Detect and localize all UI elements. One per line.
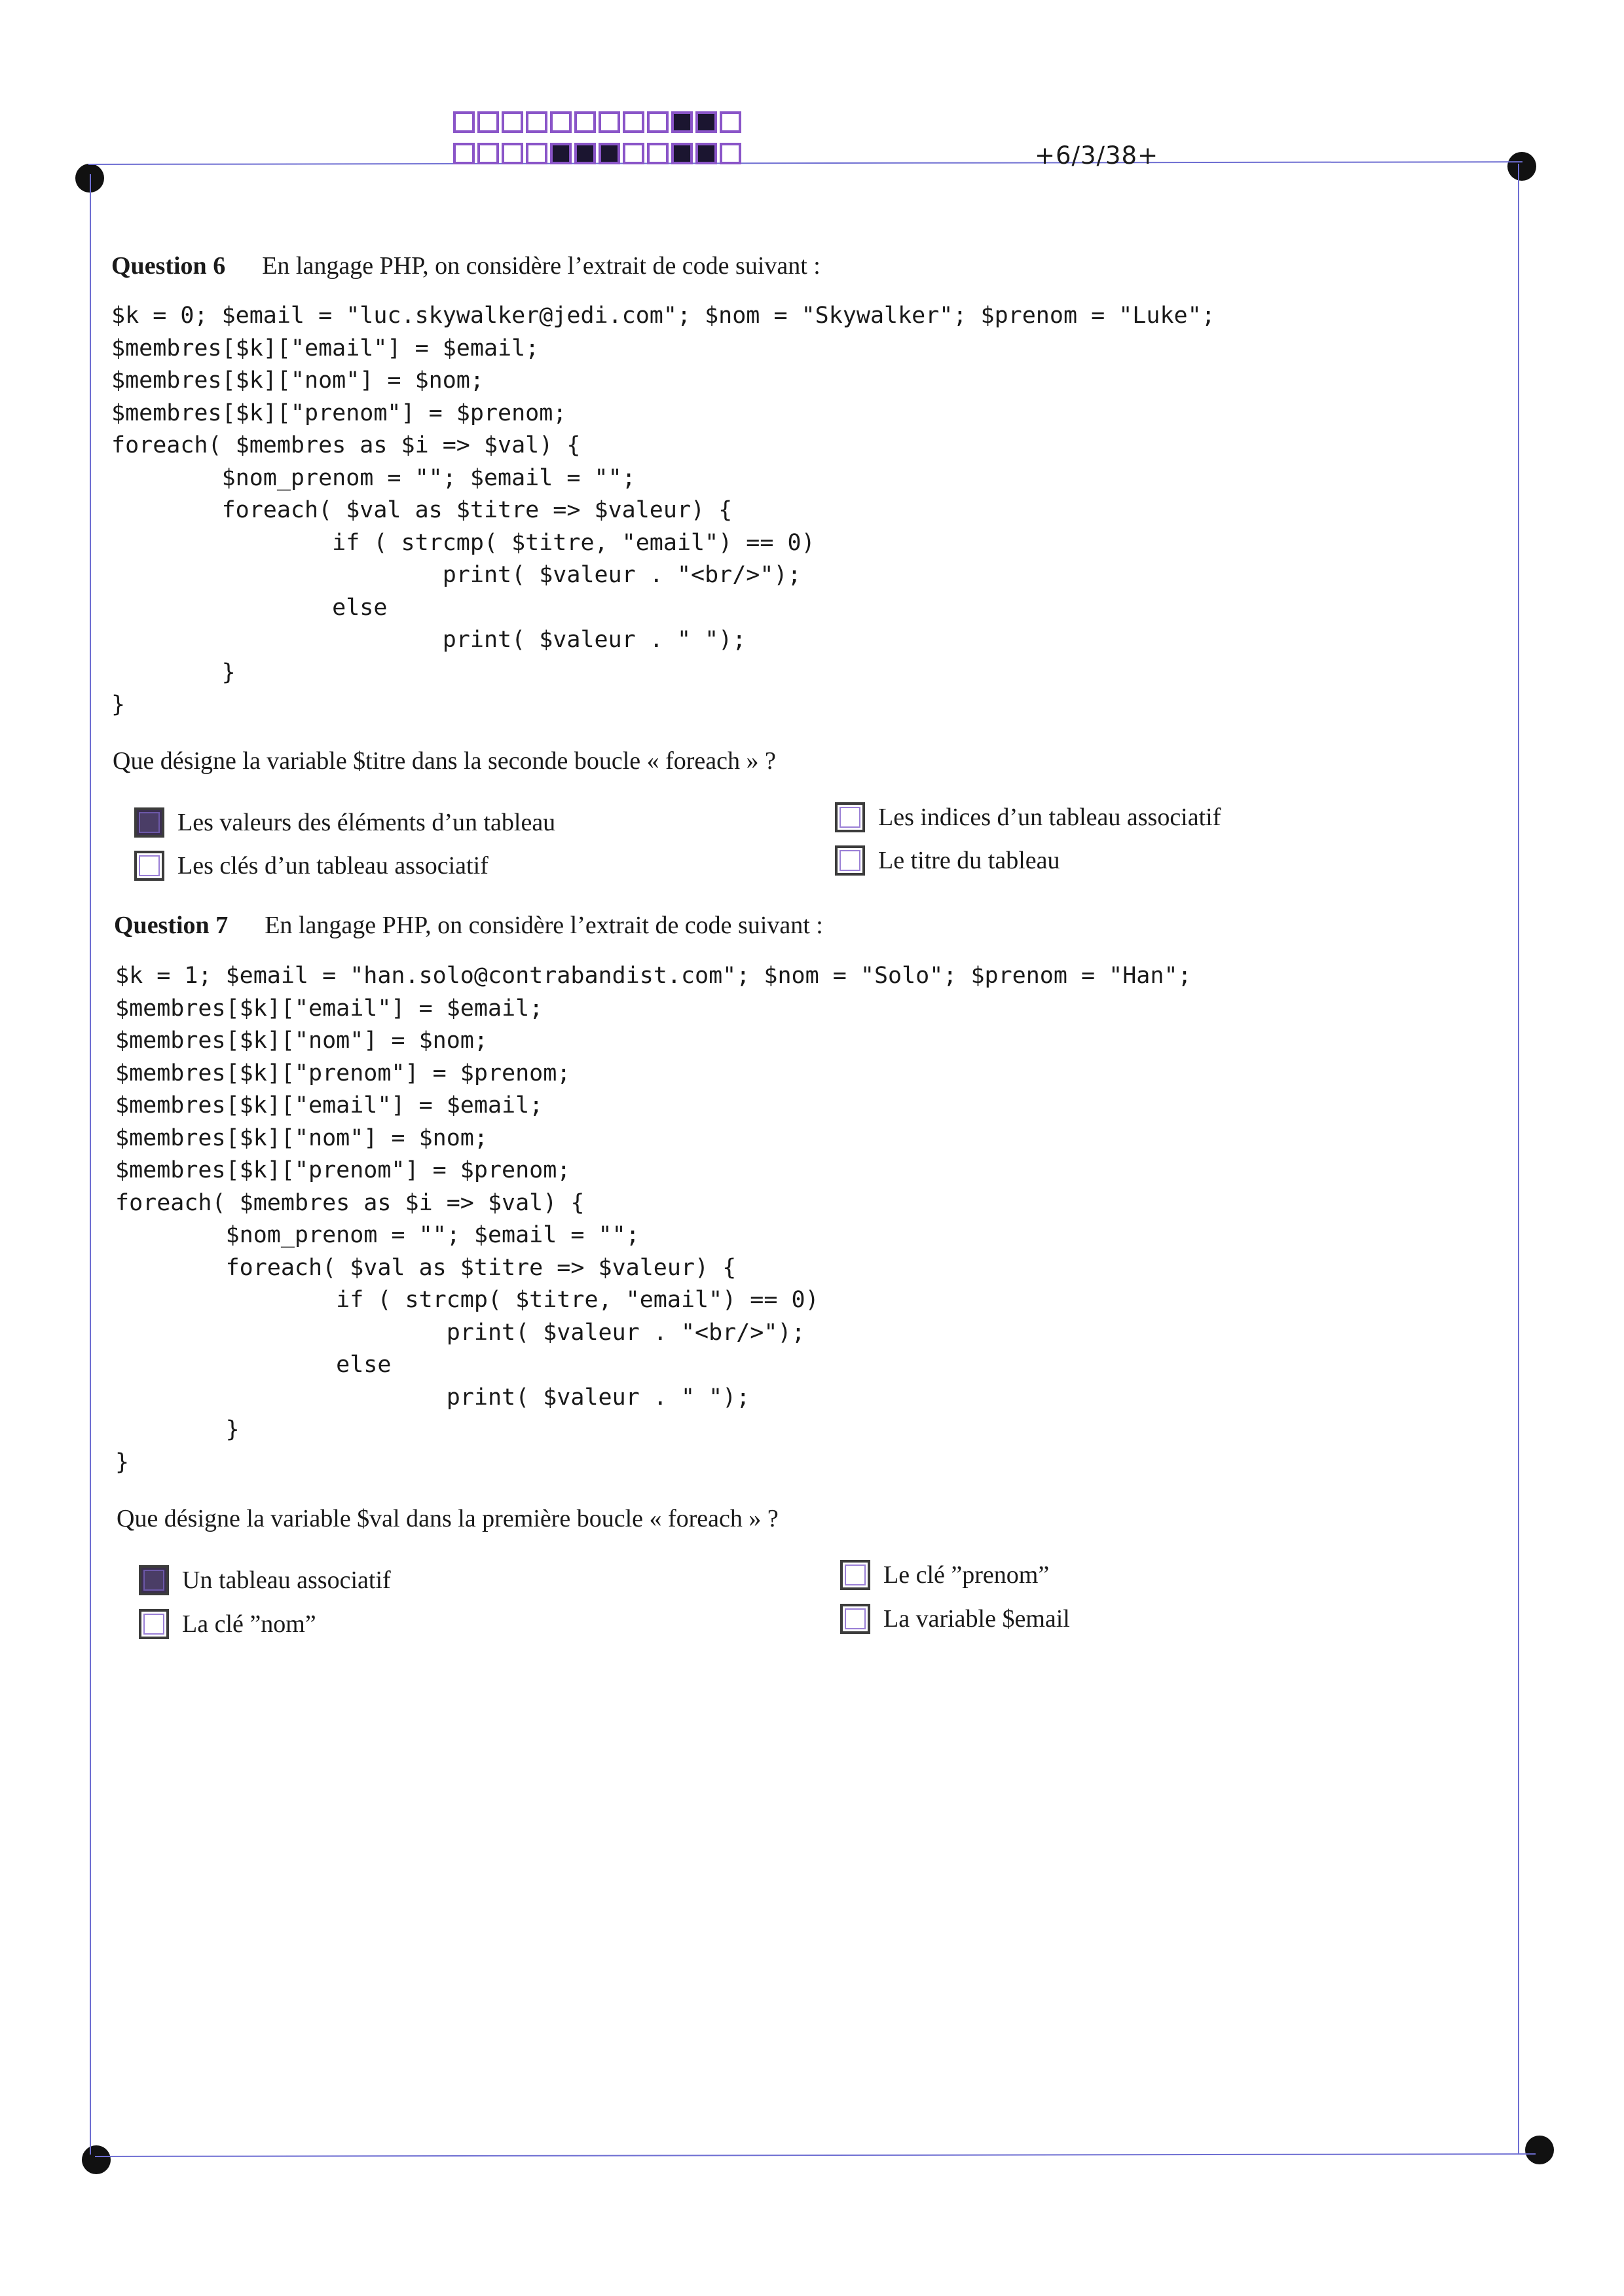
corner-marker-top-right xyxy=(1507,152,1536,181)
answer-option[interactable] xyxy=(134,807,555,838)
question-6-heading xyxy=(111,251,821,280)
answer-label: Le clé ”prenom” xyxy=(883,1561,1050,1589)
id-square-empty xyxy=(477,111,499,133)
id-square-empty xyxy=(720,111,741,133)
corner-marker-bottom-right xyxy=(1525,2136,1554,2164)
id-square-empty xyxy=(526,143,547,164)
id-square-filled xyxy=(695,143,717,164)
code-snippet: $k = 1; $email = "han.solo@contrabandist.com"; $nom = "Solo"; $prenom = "Han"; $membres[$k]["email"] = $email; $membres[$k]["nom"] = $nom; $membres[$k]["prenom"] = $prenom; $membres[$k]["email"] = $email; $membres[$k]["nom"] = $nom; $membres[$k]["prenom"] = $prenom; foreach( $membres as $i => $val) { $nom_prenom = ""; $email = ""; foreach( $val as $titre => $valeur) { if ( strcmp( $titre, "email") == 0) print( $valeur . "<br/>"); else print( $valeur . " "); } } xyxy=(115,963,1192,1475)
id-square-empty xyxy=(599,111,620,133)
frame-left-line xyxy=(90,174,91,2155)
frame-bottom-line xyxy=(95,2153,1536,2157)
answer-option[interactable] xyxy=(139,1565,391,1595)
answer-option[interactable] xyxy=(840,1604,1070,1634)
answer-checkbox[interactable] xyxy=(134,851,164,881)
id-square-empty xyxy=(502,143,523,164)
id-square-empty xyxy=(647,143,669,164)
answer-checkbox[interactable] xyxy=(840,1604,870,1634)
question-prompt: Que désigne la variable $titre dans la seconde boucle « foreach » ? xyxy=(113,747,776,775)
id-square-filled xyxy=(671,111,693,133)
answer-label: Les clés d’un tableau associatif xyxy=(177,852,489,880)
answer-label: La clé ”nom” xyxy=(182,1610,316,1638)
id-square-filled xyxy=(695,111,717,133)
code-snippet: $k = 0; $email = "luc.skywalker@jedi.com"; $nom = "Skywalker"; $prenom = "Luke"; $membres[$k]["email"] = $email; $membres[$k]["nom"] = $nom; $membres[$k]["prenom"] = $prenom; foreach( $membres as $i => $val) { $nom_prenom = ""; $email = ""; foreach( $val as $titre => $valeur) { if ( strcmp( $titre, "email") == 0) print( $valeur . "<br/>"); else print( $valeur . " "); } } xyxy=(111,303,1215,718)
question-7-heading xyxy=(114,911,823,940)
answer-label: Un tableau associatif xyxy=(182,1566,391,1594)
id-square-empty xyxy=(477,143,499,164)
answer-option[interactable] xyxy=(835,802,1221,832)
page-id: +6/3/38+ xyxy=(1035,141,1159,170)
id-code-row-2 xyxy=(453,143,741,164)
question-label: Question 7 xyxy=(114,912,229,939)
id-square-empty xyxy=(647,111,669,133)
answer-checkbox[interactable] xyxy=(134,807,164,838)
id-square-empty xyxy=(574,111,596,133)
answer-option[interactable] xyxy=(139,1609,316,1639)
answer-checkbox[interactable] xyxy=(139,1609,169,1639)
id-square-filled xyxy=(574,143,596,164)
answer-checkbox[interactable] xyxy=(835,802,865,832)
question-intro: En langage PHP, on considère l’extrait de code suivant : xyxy=(265,912,823,939)
id-square-empty xyxy=(453,111,475,133)
answer-checkbox[interactable] xyxy=(835,845,865,876)
id-square-filled xyxy=(550,143,572,164)
answer-option[interactable] xyxy=(835,845,1060,876)
answer-option[interactable] xyxy=(840,1560,1049,1590)
answer-label: Les valeurs des éléments d’un tableau xyxy=(177,809,556,836)
answer-label: La variable $email xyxy=(883,1605,1070,1633)
answer-label: Le titre du tableau xyxy=(878,847,1060,874)
answer-label: Les indices d’un tableau associatif xyxy=(878,804,1221,831)
id-square-empty xyxy=(550,111,572,133)
id-square-empty xyxy=(502,111,523,133)
id-square-empty xyxy=(526,111,547,133)
answer-option[interactable] xyxy=(134,851,489,881)
question-prompt: Que désigne la variable $val dans la première boucle « foreach » ? xyxy=(117,1505,779,1532)
id-square-empty xyxy=(623,111,644,133)
question-label: Question 6 xyxy=(111,252,226,280)
id-code-row-1 xyxy=(453,111,741,133)
id-square-empty xyxy=(720,143,741,164)
id-square-filled xyxy=(599,143,620,164)
answer-checkbox[interactable] xyxy=(139,1565,169,1595)
id-square-filled xyxy=(671,143,693,164)
frame-top-line xyxy=(88,161,1522,165)
frame-right-line xyxy=(1518,164,1519,2155)
id-square-empty xyxy=(623,143,644,164)
corner-marker-bottom-left xyxy=(82,2145,111,2174)
id-square-empty xyxy=(453,143,475,164)
question-intro: En langage PHP, on considère l’extrait de code suivant : xyxy=(262,252,821,280)
answer-checkbox[interactable] xyxy=(840,1560,870,1590)
